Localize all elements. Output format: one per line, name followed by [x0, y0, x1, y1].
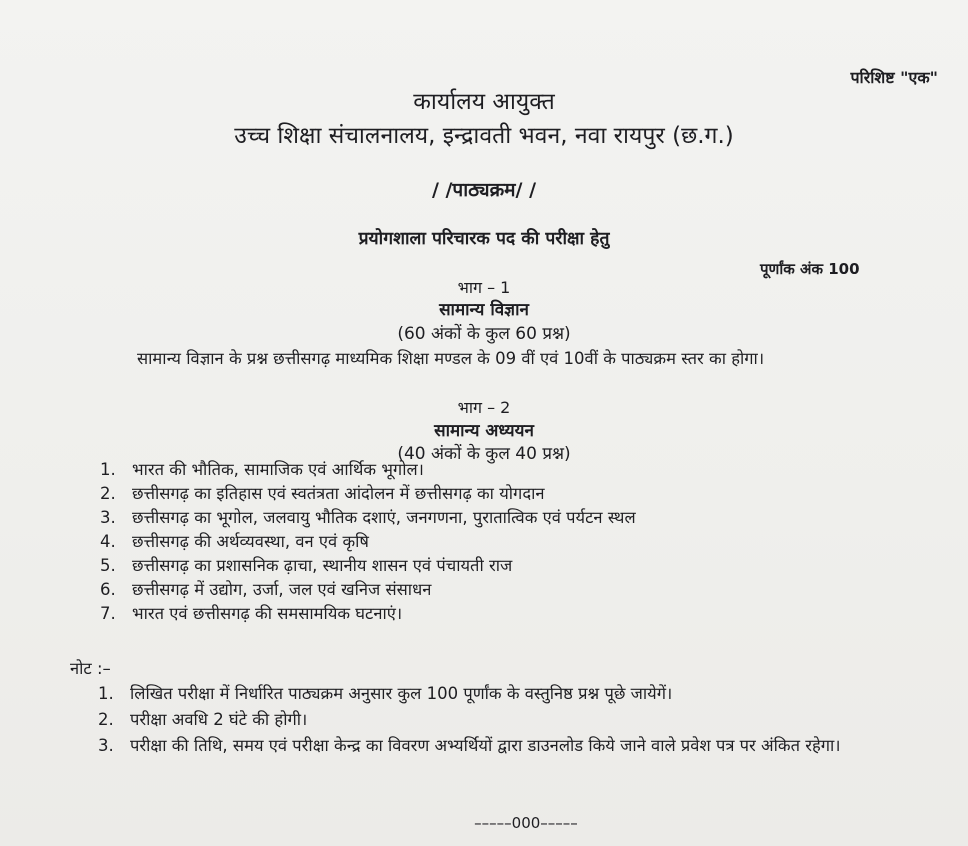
- annexure-label: परिशिष्ट "एक": [850, 68, 938, 87]
- item-text: लिखित परीक्षा में निर्धारित पाठ्यक्रम अनुसार कुल 100 पूर्णांक के वस्तुनिष्ठ प्रश्न पूछे जायेगें।: [130, 684, 673, 703]
- item-number: 7.: [100, 604, 116, 623]
- item-text: परीक्षा अवधि 2 घंटे की होगी।: [130, 710, 308, 729]
- list-item: [100, 530, 636, 554]
- item-number: 6.: [100, 580, 116, 599]
- total-marks: पूर्णांक अंक 100: [760, 260, 860, 278]
- part2-title: सामान्य अध्ययन: [434, 421, 534, 441]
- course-heading: / /पाठ्यक्रम/ /: [431, 179, 537, 201]
- part1-description: सामान्य विज्ञान के प्रश्न छत्तीसगढ़ माध्यमिक शिक्षा मण्डल के 09 वीं एवं 10वीं के पाठ्यक्रम स्तर का होगा।: [137, 349, 765, 368]
- list-item: [100, 602, 636, 626]
- item-text: भारत एवं छत्तीसगढ़ की समसामयिक घटनाएं।: [132, 604, 403, 623]
- item-number: 3.: [100, 508, 116, 527]
- item-text: भारत की भौतिक, सामाजिक एवं आर्थिक भूगोल।: [132, 460, 424, 479]
- list-item: [100, 458, 636, 482]
- part1-title: सामान्य विज्ञान: [439, 300, 529, 320]
- item-number: 1.: [98, 684, 114, 703]
- item-text: छत्तीसगढ़ की अर्थव्यवस्था, वन एवं कृषि: [132, 532, 369, 551]
- item-number: 4.: [100, 532, 116, 551]
- item-number: 2.: [98, 710, 114, 729]
- end-mark: –––––000–––––: [474, 814, 578, 832]
- item-number: 1.: [100, 460, 116, 479]
- part2-heading: भाग – 2: [457, 398, 511, 417]
- office-address: उच्च शिक्षा संचालनालय, इन्द्रावती भवन, नवा रायपुर (छ.ग.): [234, 123, 734, 149]
- item-text: छत्तीसगढ़ में उद्योग, उर्जा, जल एवं खनिज संसाधन: [132, 580, 432, 599]
- note-label: नोट :–: [70, 659, 111, 678]
- item-text: परीक्षा की तिथि, समय एवं परीक्षा केन्द्र का विवरण अभ्यर्थियों द्वारा डाउनलोड किये जाने वाले प्रवेश पत्र पर अंकित रहेगा।: [130, 736, 841, 755]
- notes-list: [98, 682, 928, 760]
- item-text: छत्तीसगढ़ का इतिहास एवं स्वतंत्रता आंदोलन में छत्तीसगढ़ का योगदान: [132, 484, 545, 503]
- topic-list: [100, 458, 636, 626]
- list-item: [100, 482, 636, 506]
- part1-heading: भाग – 1: [457, 278, 511, 297]
- part2-count: (40 अंकों के कुल 40 प्रश्न): [397, 444, 571, 464]
- office-header: [0, 84, 968, 150]
- list-item: [98, 708, 928, 732]
- item-text: छत्तीसगढ़ का भूगोल, जलवायु भौतिक दशाएं, जनगणना, पुरातात्विक एवं पर्यटन स्थल: [132, 508, 636, 527]
- list-item: [100, 554, 636, 578]
- item-number: 5.: [100, 556, 116, 575]
- list-item: [100, 506, 636, 530]
- item-number: 3.: [98, 736, 114, 755]
- exam-purpose: प्रयोगशाला परिचारक पद की परीक्षा हेतु: [358, 229, 610, 249]
- office-title: कार्यालय आयुक्त: [413, 89, 555, 115]
- part1-count: (60 अंकों के कुल 60 प्रश्न): [397, 324, 571, 344]
- item-text: छत्तीसगढ़ का प्रशासनिक ढ़ाचा, स्थानीय शासन एवं पंचायती राज: [132, 556, 513, 575]
- list-item: [98, 682, 928, 706]
- item-number: 2.: [100, 484, 116, 503]
- list-item: [98, 734, 928, 758]
- list-item: [100, 578, 636, 602]
